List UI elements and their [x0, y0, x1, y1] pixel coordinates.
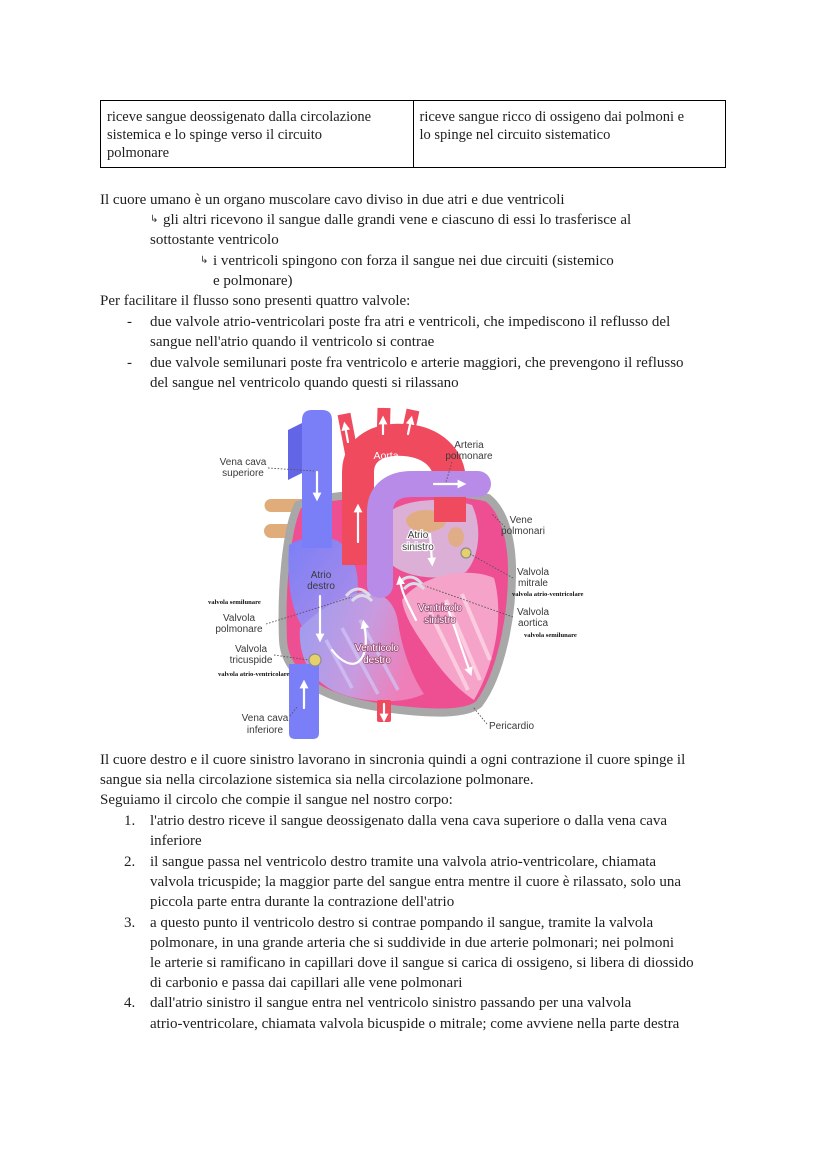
label-vene-polmonari: Vene: [509, 515, 533, 526]
step-line: a questo punto il ventricolo destro si contrae pompando il sangue, tramite la valvola: [150, 915, 654, 931]
note-valvola-aortica: valvola semilunare: [524, 632, 577, 639]
sub-arrow-icon: ↳: [150, 214, 159, 225]
label-arteria-polmonare: polmonare: [445, 451, 493, 462]
label-ventricolo-sinistro: sinistro: [424, 615, 456, 626]
label-vena-cava-inferiore: inferiore: [246, 725, 284, 736]
label-valvola-polmonare: polmonare: [215, 624, 263, 635]
table-cell-left-heart: [413, 101, 726, 168]
valve-item-line: del sangue nel ventricolo quando questi si rilassano: [150, 375, 459, 391]
label-valvola-polmonare: Valvola: [222, 613, 256, 624]
atria-note-line: sottostante ventricolo: [150, 232, 279, 248]
anatomy-intro: Il cuore umano è un organo muscolare cavo diviso in due atri e due ventricoli: [100, 192, 565, 208]
label-atrio-sinistro: Atrio: [407, 530, 429, 541]
note-valvola-mitrale: valvola atrio-ventricolare: [512, 591, 584, 598]
tricuspid-valve: [309, 654, 321, 666]
label-valvola-tricuspide: Valvola: [234, 644, 268, 655]
label-atrio-sinistro: sinistro: [402, 542, 434, 553]
label-ventricolo-destro: destro: [363, 655, 391, 666]
label-vena-cava-superiore: superiore: [222, 468, 264, 479]
step-line: inferiore: [150, 833, 202, 849]
sub-arrow-icon: ↳: [200, 255, 209, 266]
ventricles-note-line: e polmonare): [213, 273, 293, 289]
step-line: l'atrio destro riceve il sangue deossigenato dalla vena cava superiore o dalla vena cava: [150, 813, 668, 829]
step-line: il sangue passa nel ventricolo destro tramite una valvola atrio-ventricolare, chiamata: [150, 854, 657, 870]
step-line: piccola parte entra durante la contrazione dell'atrio: [150, 894, 455, 910]
step-number: 2.: [124, 854, 136, 870]
label-valvola-mitrale: Valvola: [516, 567, 550, 578]
step-line: dall'atrio sinistro il sangue entra nel ventricolo sinistro passando per una valvola: [150, 995, 632, 1011]
label-vene-polmonari: polmonari: [501, 526, 545, 537]
label-valvola-aortica: aortica: [517, 618, 549, 629]
label-ventricolo-destro: Ventricolo: [355, 643, 399, 654]
valve-item-line: due valvole semilunari poste fra ventricolo e arterie maggiori, che prevengono il reflusso: [150, 355, 684, 371]
bullet-marker: -: [127, 355, 132, 371]
label-valvola-aortica: Valvola: [516, 607, 550, 618]
heart-diagram: [195, 400, 615, 745]
step-line: atrio-ventricolare, chiamata valvola bicuspide o mitrale; come avviene nella parte destra: [150, 1016, 680, 1032]
atria-note-line: gli altri ricevono il sangue dalle grandi vene e ciascuno di essi lo trasferisce al: [163, 212, 632, 228]
label-aorta: Aorta: [373, 450, 399, 462]
note-valvola-tricuspide: valvola atrio-ventricolare: [218, 671, 290, 678]
label-atrio-destro: destro: [307, 581, 335, 592]
label-atrio-destro: Atrio: [310, 570, 332, 581]
cell-line: lo spinge nel circuito sistematico: [419, 127, 611, 143]
step-line: le arterie si ramificano in capillari dove il sangue si carica di ossigeno, si libera di diossido: [150, 955, 694, 971]
cell-line: sistemica e lo spinge verso il circuito: [107, 127, 323, 143]
label-vena-cava-inferiore: Vena cava: [241, 713, 289, 724]
circulation-paragraph-line: sangue sia nella circolazione sistemica sia nella circolazione polmonare.: [100, 772, 534, 788]
cell-line: riceve sangue ricco di ossigeno dai polmoni e: [419, 109, 685, 125]
valve-item-line: sangue nell'atrio quando il ventricolo si contrae: [150, 334, 435, 350]
label-ventricolo-sinistro: Ventricolo: [418, 603, 462, 614]
circulation-paragraph-line: Il cuore destro e il cuore sinistro lavorano in sincronia quindi a ogni contrazione il cuore spinge il: [100, 752, 686, 768]
bullet-marker: -: [127, 314, 132, 330]
valves-intro: Per facilitare il flusso sono presenti quattro valvole:: [100, 293, 411, 309]
mitral-valve: [461, 548, 471, 558]
step-line: polmonare, in una grande arteria che si suddivide in due arterie polmonari; nei polmoni: [150, 935, 675, 951]
label-vena-cava-superiore: Vena cava: [219, 457, 267, 468]
valve-item-line: due valvole atrio-ventricolari poste fra atri e ventricoli, che impediscono il reflusso del: [150, 314, 671, 330]
cell-line: polmonare: [107, 145, 170, 161]
table-row: [101, 101, 726, 168]
table-cell-right-heart: [101, 101, 414, 168]
label-valvola-mitrale: mitrale: [517, 578, 549, 589]
step-number: 4.: [124, 995, 136, 1011]
heart-sides-table: [100, 100, 726, 168]
step-line: di carbonio e passa dai capillari alle vene polmonari: [150, 975, 463, 991]
circulation-intro: Seguiamo il circolo che compie il sangue nel nostro corpo:: [100, 792, 453, 808]
label-valvola-tricuspide: tricuspide: [229, 655, 273, 666]
step-number: 3.: [124, 915, 136, 931]
label-pericardio: Pericardio: [489, 721, 535, 732]
cell-line: riceve sangue deossigenato dalla circolazione: [107, 109, 372, 125]
step-line: valvola tricuspide; la maggior parte del sangue entra mentre il cuore è rilassato, solo una: [150, 874, 682, 890]
brachiocephalic-vein: [288, 422, 304, 480]
label-arteria-polmonare: Arteria: [454, 440, 484, 451]
ventricles-note-line: i ventricoli spingono con forza il sangue nei due circuiti (sistemico: [213, 253, 614, 269]
note-valvola-polmonare: valvola semilunare: [208, 599, 261, 606]
step-number: 1.: [124, 813, 136, 829]
pulmonary-vein-openings: [448, 527, 464, 547]
